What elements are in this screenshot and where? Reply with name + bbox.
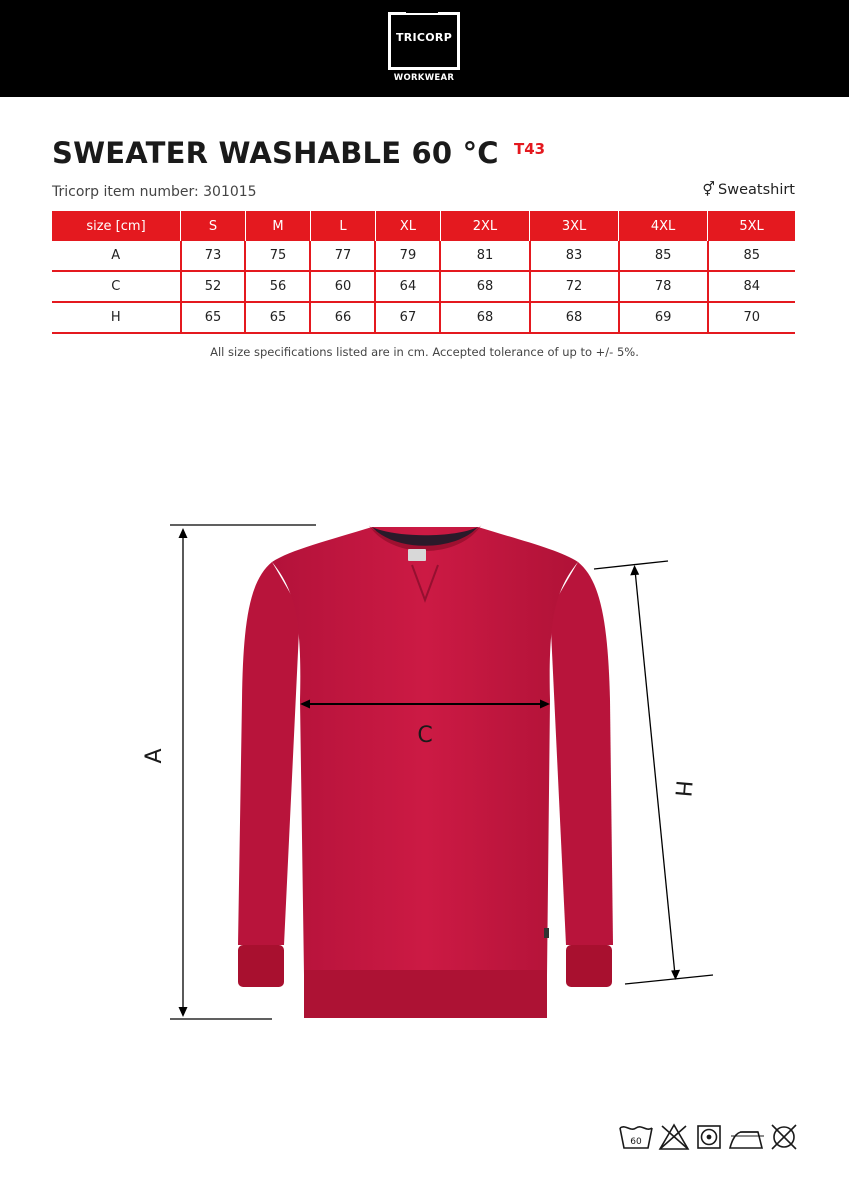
measure-label-cell: C [52,271,181,302]
logo-subline: WORKWEAR [393,73,455,83]
side-label [544,928,549,938]
size-header-cell: size [cm] [52,211,181,241]
table-cell: 72 [530,271,619,302]
table-cell: 68 [530,302,619,333]
size-header-cell: 3XL [530,211,619,241]
tolerance-note: All size specifications listed are in cm. Accepted tolerance of up to +/- 5%. [210,345,639,359]
table-cell: 81 [440,241,529,271]
size-header-cell: 2XL [440,211,529,241]
right-sleeve [550,562,613,945]
label-c: C [417,723,433,748]
logo-brand-name: TRICORP [395,31,453,44]
no-bleach-icon [660,1125,688,1149]
table-cell: 65 [245,302,310,333]
right-cuff [566,945,612,987]
category-label: Sweatshirt [718,182,795,198]
wash-temp-label: 60 [630,1137,642,1147]
sweatshirt-illustration [238,524,613,1018]
unisex-icon: ⚥ [702,182,716,198]
product-title: SWEATER WASHABLE 60 °C [52,136,499,170]
size-header-cell: 4XL [619,211,708,241]
table-cell: 68 [440,271,529,302]
tumble-dry-icon [698,1126,720,1148]
left-cuff [238,945,284,987]
size-header-cell: S [181,211,246,241]
table-cell: 64 [375,271,440,302]
measure-label-cell: A [52,241,181,271]
table-cell: 70 [708,302,795,333]
left-sleeve [238,562,300,945]
size-header-cell: M [245,211,310,241]
wash-60-icon [620,1127,652,1148]
table-cell: 60 [310,271,375,302]
table-cell: 68 [440,302,529,333]
neck-label [408,549,426,561]
item-number: Tricorp item number: 301015 [52,184,257,200]
table-cell: 83 [530,241,619,271]
label-a: A [142,748,167,764]
care-symbols [618,1122,800,1152]
table-cell: 73 [181,241,246,271]
table-cell: 75 [245,241,310,271]
sweater-body [272,527,578,975]
table-cell: 77 [310,241,375,271]
table-cell: 69 [619,302,708,333]
product-code: T43 [514,140,546,158]
size-header-cell: XL [375,211,440,241]
table-cell: 84 [708,271,795,302]
size-header-cell: 5XL [708,211,795,241]
waistband [304,970,547,1018]
size-header-cell: L [310,211,375,241]
table-cell: 79 [375,241,440,271]
table-cell: 67 [375,302,440,333]
label-h: H [669,779,696,798]
table-cell: 78 [619,271,708,302]
table-cell: 66 [310,302,375,333]
table-cell: 52 [181,271,246,302]
measure-label-cell: H [52,302,181,333]
table-cell: 56 [245,271,310,302]
iron-icon [730,1132,764,1148]
table-cell: 85 [708,241,795,271]
no-dry-clean-icon [772,1125,796,1149]
table-cell: 65 [181,302,246,333]
table-cell: 85 [619,241,708,271]
